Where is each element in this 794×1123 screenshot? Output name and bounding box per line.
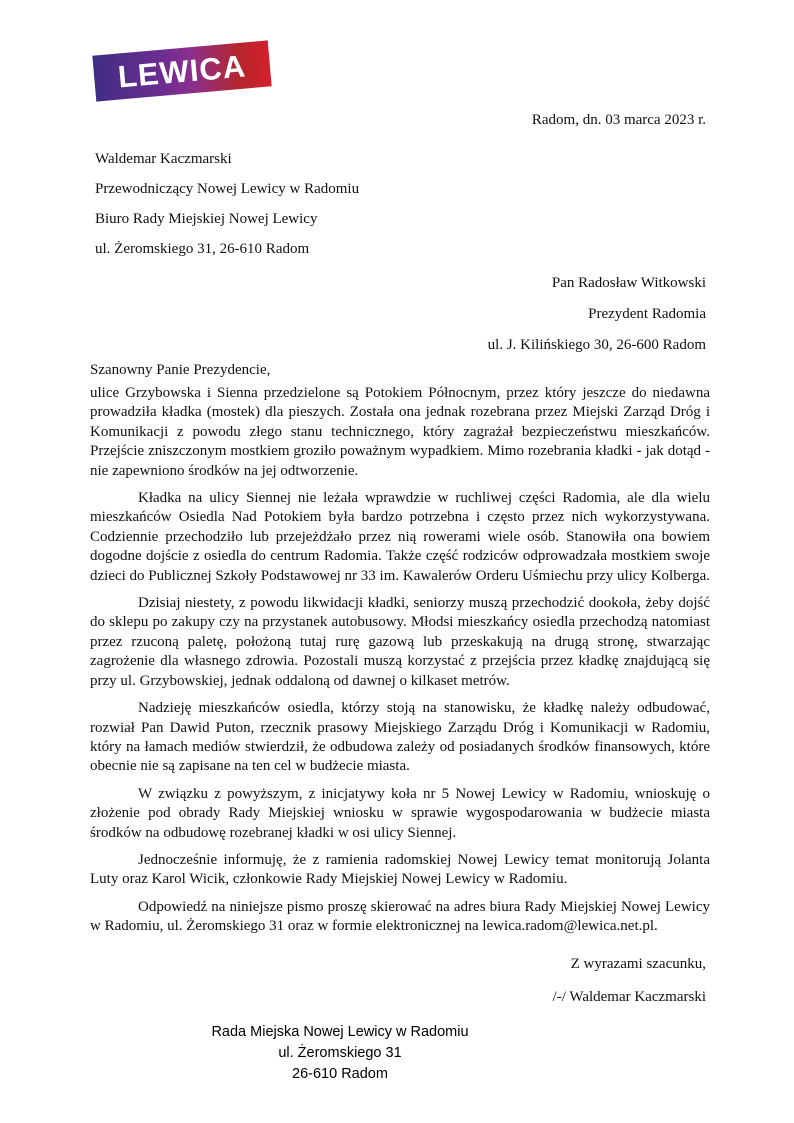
salutation: Szanowny Panie Prezydencie, bbox=[90, 362, 271, 378]
valediction: Z wyrazami szacunku, bbox=[570, 956, 706, 972]
lewica-logo bbox=[92, 40, 271, 101]
body-paragraph-5: W związku z powyższym, z inicjatywy koła nr 5 Nowej Lewicy w Radomiu, wnioskuję o złożenie pod obrady Rady Miejskiej wniosku w sprawie wygospodarowania w budżecie miasta środków na odbudowę rozebranej kładki w osi ulicy Siennej. bbox=[90, 785, 710, 841]
body-paragraph-1: ulice Grzybowska i Sienna przedzielone są Potokiem Północnym, przez który jeszcze do niedawna prowadziła kładka (mostek) dla pieszych. Została ona jednak rozebrana przez Miejski Zarząd Dróg i Komunikacji z powodu złego stanu technicznego, który zagrażał bezpieczeństwu mieszkańców. Przejście zniszczonym mostkiem groziło poważnym wypadkiem. Mimo rozebrania kładki - jak dotąd - nie zapewniono środków na jej odtworzenie. bbox=[90, 385, 710, 479]
footer-block bbox=[0, 1022, 680, 1085]
signature: /-/ Waldemar Kaczmarski bbox=[552, 989, 706, 1005]
footer-city: 26-610 Radom bbox=[292, 1066, 388, 1082]
sender-block bbox=[95, 144, 359, 264]
body-paragraph-2: Kładka na ulicy Siennej nie leżała wprawdzie w ruchliwej części Radomia, ale dla wielu mieszkańców Osiedla Nad Potokiem była bardzo potrzebna i często przez nich wykorzystywana. Codziennie przechodziło lub przejeżdżało przez nią rowerami wiele osób. Stanowiła ona bowiem dogodne dojście z osiedla do centrum Radomia. Także część rodziców odprowadzała mostkiem swoje dzieci do Publicznej Szkoły Podstawowej nr 33 im. Kawalerów Orderu Uśmiechu przy ulicy Kolberga. bbox=[90, 490, 710, 584]
lewica-logo-text: LEWICA bbox=[116, 47, 248, 95]
sender-name: Waldemar Kaczmarski bbox=[95, 151, 232, 167]
body-paragraph-3: Dzisiaj niestety, z powodu likwidacji kładki, seniorzy muszą przechodzić dookoła, żeby dojść do sklepu po zakupy czy na przystanek autobusowy. Młodsi mieszkańcy osiedla przechodzą natomiast przez rzuconą paletę, położoną tutaj rurę gazową lub przeskakują na drugą stronę, stwarzając zagrożenie dla własnego zdrowia. Pozostali muszą korzystać z przejścia przez kładkę znajdującą się przy ul. Grzybowskiej, jednak oddaloną od dawnej o kilkaset metrów. bbox=[90, 595, 710, 689]
footer-org: Rada Miejska Nowej Lewicy w Radomiu bbox=[211, 1024, 469, 1040]
sender-title: Przewodniczący Nowej Lewicy w Radomiu bbox=[95, 181, 360, 197]
logo-container bbox=[94, 48, 270, 94]
body-paragraph-4: Nadzieję mieszkańców osiedla, którzy stoją na stanowisku, że kładkę należy odbudować, rozwiał Pan Dawid Puton, rzecznik prasowy Miejskiego Zarządu Dróg i Komunikacji w Radomiu, który na łamach mediów stwierdził, że odbudowa zależy od posiadanych środków finansowych, które obecnie nie są zapisane na ten cel w budżecie miasta. bbox=[90, 700, 710, 775]
body-paragraph-6: Jednocześnie informuję, że z ramienia radomskiej Nowej Lewicy temat monitorują Jolanta Luty oraz Karol Wicik, członkowie Rady Miejskiej Nowej Lewicy w Radomiu. bbox=[90, 851, 710, 888]
recipient-name: Pan Radosław Witkowski bbox=[551, 275, 706, 291]
letter-body bbox=[90, 384, 710, 937]
sender-office: Biuro Rady Miejskiej Nowej Lewicy bbox=[95, 211, 318, 227]
footer-street: ul. Żeromskiego 31 bbox=[278, 1045, 402, 1061]
recipient-title: Prezydent Radomia bbox=[588, 306, 706, 322]
recipient-address: ul. J. Kilińskiego 30, 26-600 Radom bbox=[487, 337, 706, 353]
closing-block bbox=[90, 948, 706, 1014]
date-line: Radom, dn. 03 marca 2023 r. bbox=[531, 112, 706, 128]
body-paragraph-7: Odpowiedź na niniejsze pismo proszę skierować na adres biura Rady Miejskiej Nowej Lewicy w Radomiu, ul. Żeromskiego 31 oraz w formie elektronicznej na lewica.radom@lewica.net.pl. bbox=[90, 898, 710, 935]
sender-address: ul. Żeromskiego 31, 26-610 Radom bbox=[95, 241, 310, 257]
recipient-block bbox=[90, 268, 706, 361]
